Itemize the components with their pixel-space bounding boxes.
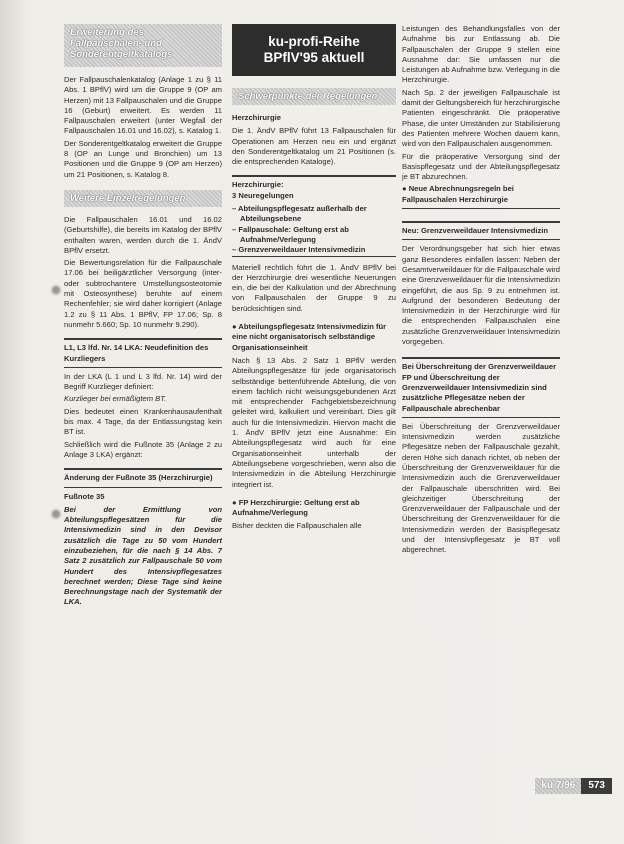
subheading-billing-rules: ● Neue Abrechnungsregeln bei Fallpauschalen Herzchirurgie [402, 184, 560, 209]
paragraph: Die 1. ÄndV BPflV führt 13 Fallpauschalen für Operationen am Herzen neu ein und ergänzt den Sonderentgeltkatalog um 21 Positionen (s. die entsprechenden Kataloge). [232, 126, 396, 167]
subheading-fp-scope: ● FP Herzchirurgie: Geltung erst ab Aufnahme/Verlegung [232, 497, 360, 518]
paragraph: Bisher deckten die Fallpauschalen alle [232, 521, 362, 531]
subheading-herzchirurgie: Herzchirurgie [232, 113, 281, 122]
paragraph: Materiell rechtlich führt die 1. ÄndV BPflV bei der Herzchirurgie drei wesentliche Neuerungen ein, die bei der Kalkulation und der Abrechnung von Fallpauschalen der Gruppe 9 zu berücksichtigen sind. [232, 262, 396, 313]
paragraph: Leistungen des Behandlungsfalles von der Aufnahme bis zur Entlassung ab. Die Fallpauschalen der Gruppe 9 stellen eine Ausnahme dar: Sie umfassen nur die Leistungen ab Aufnahme bzw. Verlegung in die Herzchirurgie. [402, 24, 560, 85]
subheading-herzchirurgie-2: Herzchirurgie: [232, 175, 396, 190]
rules-list [232, 204, 396, 256]
paragraph: In der LKA (L 1 und L 3 lfd. Nr. 14) wird der Begriff Kurzlieger definiert: [64, 371, 222, 392]
brand-line-1: ku-profi-Reihe [268, 34, 360, 49]
subheading-three-rules: 3 Neuregelungen [232, 190, 294, 200]
list-item: – Grenzverweildauer Intensivmedizin [232, 245, 366, 255]
subheading-kurzlieger: L1, L3 lfd. Nr. 14 LKA: Neudefinition des Kurzliegers [64, 338, 222, 368]
subheading-length-of-stay: Neu: Grenzverweildauer Intensivmedizin [402, 221, 560, 240]
paragraph-italic: Kurzlieger bei ermäßigtem BT. [64, 394, 167, 404]
paragraph: Nach Sp. 2 der jeweiligen Fallpauschale ist damit der Geltungsbereich für herzchirurgische Patienten eingeschränkt. Die präoperative Phase, die unter Umständen zur Stabilisierung des Patienten mehrere Wochen dauern kann, wird von den Fallpauschalen ausgenommen. [402, 87, 560, 149]
subheading-exceeding: Bei Überschreitung der Grenzverweildauer FP und Überschreitung der Grenzverweildauer Intensivmedizin sind zusätzliche Pflegesätze neben der Fallpauschale abrechenbar [402, 357, 560, 417]
series-brand-box [232, 24, 396, 76]
section-banner-further-rules: Weitere Einzelregelungen [64, 190, 222, 207]
punch-hole-bottom [50, 508, 62, 520]
column-left [64, 24, 222, 610]
section-banner-key-points: Schwerpunkte der Regelungen [232, 88, 396, 105]
paragraph: Nach § 13 Abs. 2 Satz 1 BPflV werden Abteilungspflegesätze für jede organisatorisch selbständige bettenführende Abteilung, die von einem fachlich nicht weisungsgebundenen Arzt mit entsprechender Fachgebietsbezeichnung geleitet wird, kalkuliert und vereinbart. Dies gilt auch für die Intensivmedizin. Hiervon macht die 1. ÄndV BPflV jetzt eine Ausnahme: Ein Abteilungspflegesatz wird auch für eine Organisationseinheit unterhalb der Abteilungsebene vorgeschrieben, wenn also die Intensivmedizin in die Abteilung Herzchirurgie integriert ist. [232, 355, 396, 489]
paragraph: Schließlich wird die Fußnote 35 (Anlage 2 zu Anlage 3 LKA) ergänzt: [64, 439, 222, 459]
page-number: 573 [581, 778, 612, 794]
list-item: – Fallpauschale: Geltung erst ab Aufnahme/Verlegung [232, 224, 349, 244]
section-banner-catalog-extension: Erweiterung des Fallpauschalen- und Sonderentgeltkatalogs [64, 24, 222, 67]
paragraph: Die Bewertungsrelation für die Fallpauschale 17.06 bei beiligärztlicher Versorgung (inter- oder subtrochantere Umstellungsosteotomie mit Osteosynthese) beruhte auf einem Rechenfehler; sie wird daher korrigiert (Anlage 1.2 zu § 11 Abs. 1 BPflV, FP 17.06; Sp. 8 nunmehr 5.660; Sp. 10 nunmehr 9.290). [64, 258, 222, 329]
issue-label: ku 7/96 [535, 778, 581, 794]
punch-hole-top [50, 284, 62, 296]
paragraph: Die Fallpauschalen 16.01 und 16.02 (Geburtshilfe), die bereits im Katalog der BPflV enthalten waren, werden durch die 1. ÄndV BPflV ersetzt. [64, 214, 222, 255]
paragraph: Bei Überschreitung der Grenzverweildauer Intensivmedizin werden zusätzliche Pflegesätze neben der Fallpauschale gezahlt, deren Höhe sich danach richtet, ob neben der Überschreitung der Grenzverweildauer für die Intensivmedizin auch die Grenzverweildauer der Fallpauschale überschritten wird. Bei gleichzeitiger Überschreitung der Grenzverweildauer der Fallpauschale und der Überschreitung der Grenzverweildauer für die Intensivmedizin werden der Basispflegesatz und der Intensivpflegesatz je BT voll abgerechnet. [402, 421, 560, 555]
paragraph: Der Fallpauschalenkatalog (Anlage 1 zu § 11 Abs. 1 BPflV) wird um die Gruppe 9 (OP am Herzen) mit 13 Fallpauschalen und die Gruppe 16 (Geburt) erweitert. Es werden 11 Fallpauschalen erweitert (unter Wegfall der Fallpauschalen 16.01 und 16.02), s. Katalog 1. [64, 75, 222, 136]
subheading-footnote-change: Änderung der Fußnote 35 (Herzchirurgie) [64, 468, 222, 487]
subheading-intensive-rate: ● Abteilungspflegesatz Intensivmedizin für eine nicht organisatorisch selbständige Organisationseinheit [232, 322, 387, 352]
page-footer [535, 778, 612, 794]
paragraph: Der Sonderentgeltkatalog erweitert die Gruppe 8 (OP an Lunge und Bronchien) um 13 Positionen und die Gruppe 9 (OP am Herzen) um 21 Positionen, s. Katalog 8. [64, 138, 222, 179]
paragraph: Dies bedeutet einen Krankenhausaufenthalt bis max. 4 Tage, da der Entlassungstag kein BT ist. [64, 406, 222, 437]
paragraph: Der Verordnungsgeber hat sich hier etwas ganz Besonderes einfallen lassen: Neben der Gesamtverweildauer für die Fallpauschale wird eine Grenzverweildauer für die Intensivmedizin eingeführt, die aus Sp. 9 zu entnehmen ist. Aufgrund der besonderen Bedeutung der Intensivmedizin in der Herzchirurgie wird für die entsprechenden Fallpauschalen eine zusätzliche Grenzverweildauer Intensivmedizin vorgegeben. [402, 244, 560, 347]
subheading-footnote: Fußnote 35 [64, 491, 105, 501]
brand-line-2: BPflV'95 aktuell [263, 50, 365, 65]
column-middle [232, 24, 396, 534]
paragraph: Für die präoperative Versorgung sind der Basispflegesatz und der Abteilungspflegesatz je BT abzurechnen. [402, 151, 560, 182]
column-right [402, 24, 560, 558]
list-item: – Abteilungspflegesatz außerhalb der Abteilungsebene [232, 204, 367, 224]
footnote-text: Bei der Ermittlung von Abteilungspflegesätzen für die Intensivmedizin sind in den Devisor zusätzlich die Tage zu 50 vom Hundert einzubeziehen, für die nach § 14 Abs. 7 Satz 2 zusätzlich zur Fallpauschale 50 vom Hundert des Intensivpflegesatzes berechnet werden; Diese Tage sind keine Berechnungstage nach der Systematik der LKA. [64, 504, 222, 607]
